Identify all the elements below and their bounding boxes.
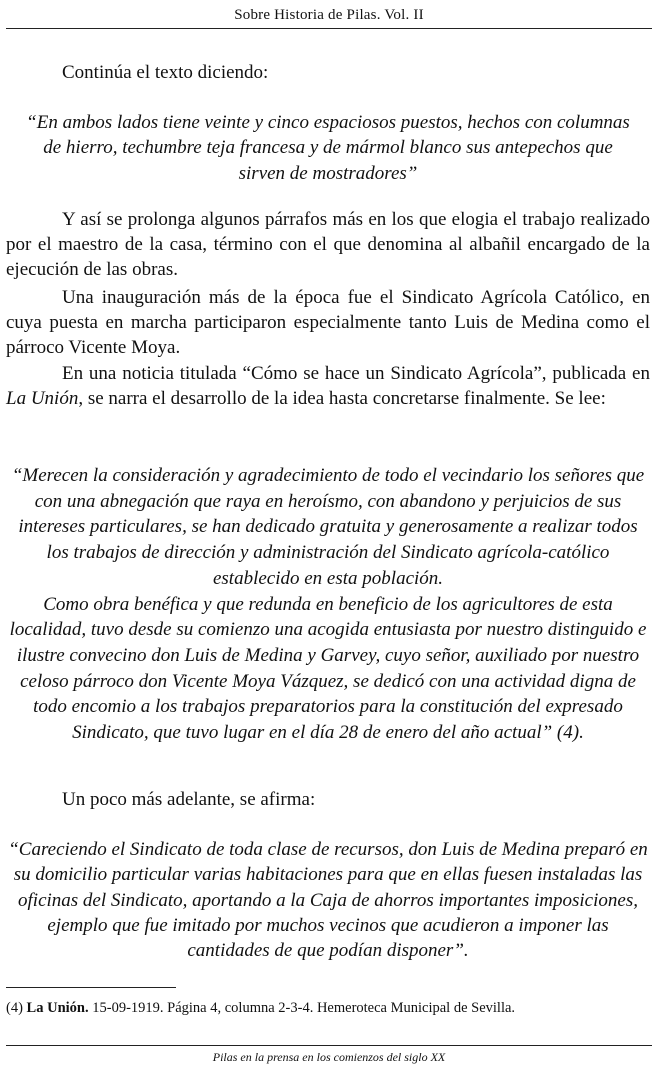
quote-sindicato-part-1: “Merecen la consideración y agradecimiento de todo el vecindario los señores que con una abnegación que raya en heroísmo, con abandono y perjuicios de sus intereses particulares, se han dedicado gratuita y generosamente a realizar todos los trabajos de dirección y administración del Sindicato agrícola-católico establecido en esta población. xyxy=(11,465,645,589)
paragraph-1: Y así se prolonga algunos párrafos más en los que elogia el trabajo realizado por el maestro de la casa, término con el que denomina al albañil encargado de la ejecución de las obras. xyxy=(6,209,650,281)
running-header xyxy=(6,4,652,29)
footnote-text: 15-09-1919. Página 4, columna 2-3-4. Hemeroteca Municipal de Sevilla. xyxy=(92,1000,516,1016)
footnote-marker: (4) xyxy=(6,1000,23,1016)
lead-line-2: Un poco más adelante, se afirma: xyxy=(62,789,316,810)
footnote-rule xyxy=(6,987,176,988)
quote-sindicato xyxy=(6,463,650,746)
header-title: Sobre Historia de Pilas. Vol. II xyxy=(234,7,424,23)
running-footer: Pilas en la prensa en los comienzos del siglo XX xyxy=(212,1050,446,1064)
quote-sindicato-part-2: Como obra benéfica y que redunda en beneficio de los agricultores de esta localidad, tuvo desde su comienzo una acogida entusiasta por nuestro distinguido e ilustre convecino don Luis de Medina y Garvey, cuyo señor, auxiliado por nuestro celoso párroco don Vicente Moya Vázquez, se dedicó con una actividad digna de todo encomio a los trabajos preparatorios para la constitución del expresado Sindicato, que tuvo lugar en el día 28 de enero del año actual” (4). xyxy=(9,593,647,744)
paragraph-3-after: , se narra el desarrollo de la idea hasta concretarse finalmente. Se lee: xyxy=(78,388,606,410)
quote-market: “En ambos lados tiene veinte y cinco espaciosos puestos, hechos con columnas de hierro, techumbre teja francesa y de mármol blanco sus antepechos que sirven de mostradores” xyxy=(26,112,630,184)
footer-rule xyxy=(6,1045,652,1046)
footnote-source: La Unión. xyxy=(26,1000,89,1016)
newspaper-name: La Unión xyxy=(6,388,79,410)
intro-line: Continúa el texto diciendo: xyxy=(62,62,269,83)
footnote xyxy=(6,998,515,1018)
paragraph-3 xyxy=(6,361,650,411)
paragraph-3-before: En una noticia titulada “Cómo se hace un Sindicato Agrícola”, publicada en xyxy=(62,363,650,384)
quote-domicilio: “Careciendo el Sindicato de toda clase de recursos, don Luis de Medina preparó en su domicilio particular varias habitaciones para que en ellas fuesen instaladas las oficinas del Sindicato, aportando a la Caja de ahorros importantes imposiciones, ejemplo que fue imitado por muchos vecinos que acudieron a imponer las cantidades de que podían disponer”. xyxy=(8,839,648,962)
paragraph-2: Una inauguración más de la época fue el Sindicato Agrícola Católico, en cuya puesta en marcha participaron especialmente tanto Luis de Medina como el párroco Vicente Moya. xyxy=(6,287,650,359)
